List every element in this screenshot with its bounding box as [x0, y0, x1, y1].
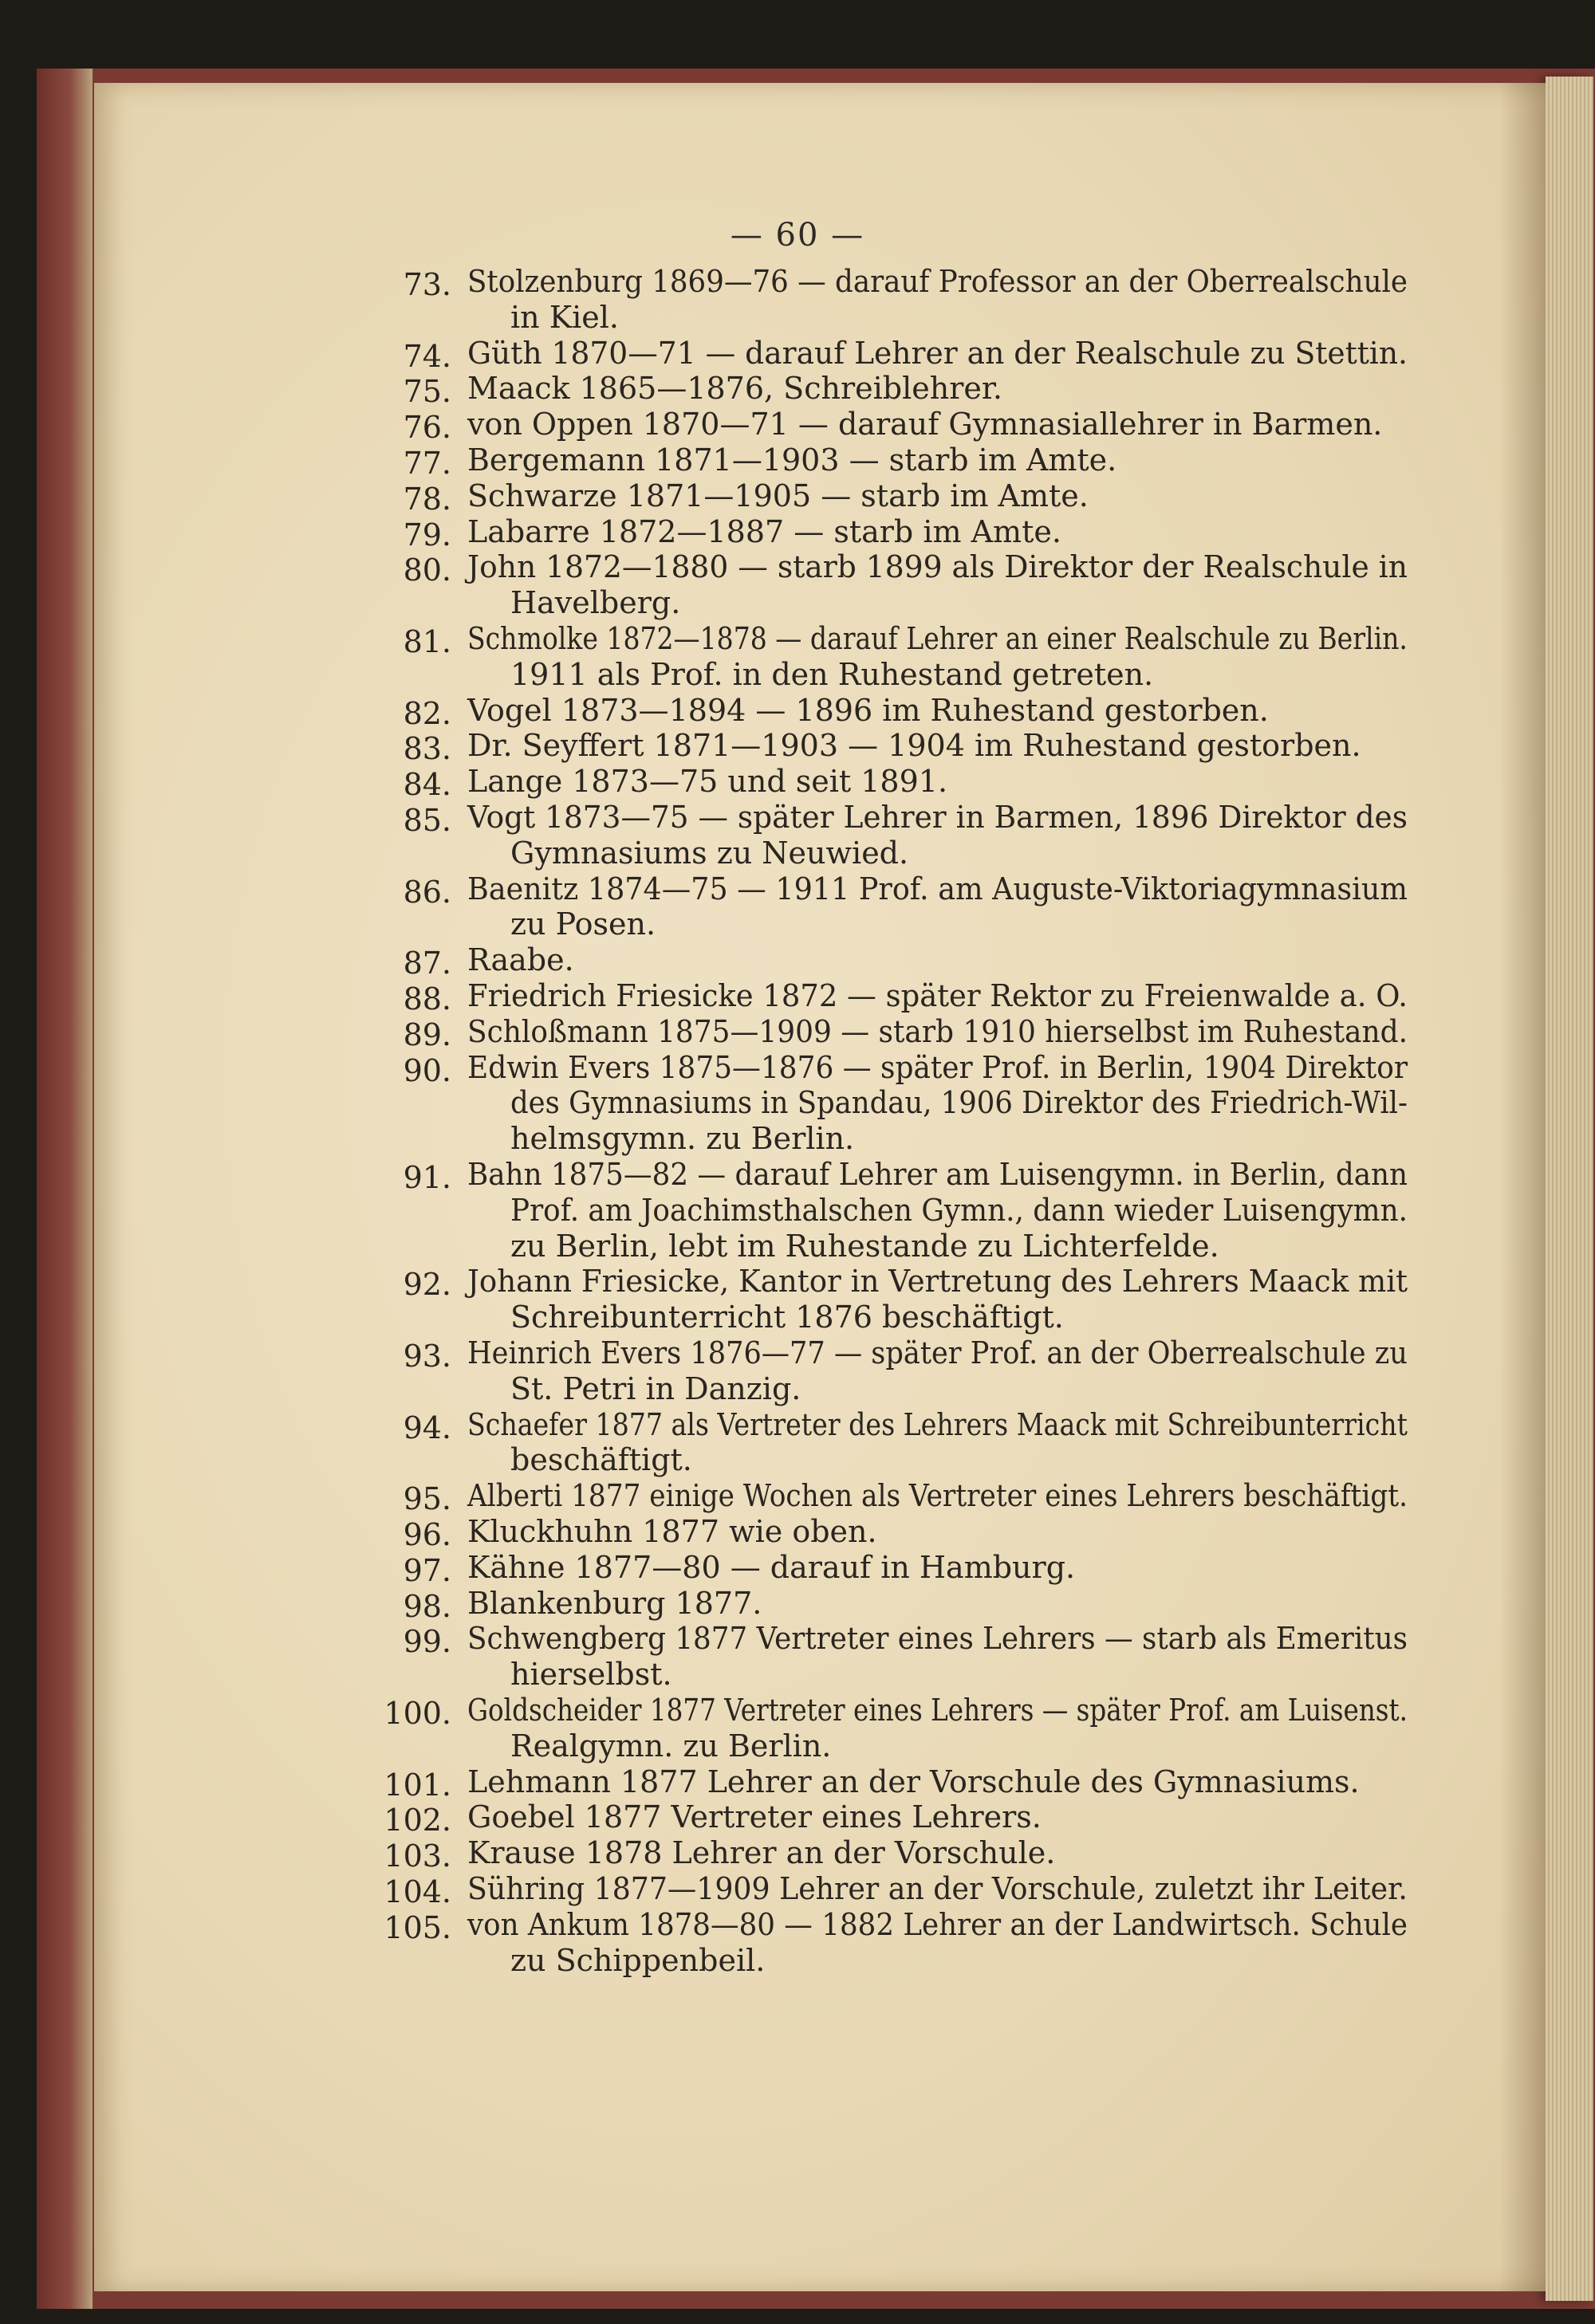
entry-text-continued: des Gymnasiums in Spandau, 1906 Direktor des Friedrich-Wil-: [510, 1085, 1408, 1121]
entry-text-continued: in Kiel.: [510, 299, 619, 335]
entry-text: John 1872—1880 — starb 1899 als Direktor der Realschule in: [467, 549, 1408, 585]
entry-text-continued: zu Berlin, lebt im Ruhestande zu Lichterfelde.: [510, 1228, 1219, 1264]
entry-text: Goldscheider 1877 Vertreter eines Lehrers — später Prof. am Luisenst.: [467, 1693, 1408, 1728]
entry-text: von Oppen 1870—71 — darauf Gymnasiallehrer in Barmen.: [467, 407, 1383, 442]
entry-text: Schloßmann 1875—1909 — starb 1910 hierselbst im Ruhestand.: [467, 1013, 1408, 1049]
entry-number: 91.: [403, 1160, 451, 1195]
entry-list: [0, 264, 1595, 2021]
entry-text: Labarre 1872—1887 — starb im Amte.: [467, 513, 1061, 549]
entry-text: Heinrich Evers 1876—77 — später Prof. an der Oberrealschule zu: [467, 1335, 1408, 1370]
entry-text: Dr. Seyffert 1871—1903 — 1904 im Ruhestand gestorben.: [467, 728, 1361, 764]
entry-text-continued: Gymnasiums zu Neuwied.: [510, 835, 909, 871]
entry-text: Krause 1878 Lehrer an der Vorschule.: [467, 1835, 1056, 1871]
entry-number: 88.: [403, 981, 451, 1017]
entry-number: 93.: [403, 1339, 451, 1374]
entry-text: Lehmann 1877 Lehrer an der Vorschule des Gymnasiums.: [467, 1764, 1360, 1799]
entry-text: Maack 1865—1876, Schreiblehrer.: [467, 371, 1002, 407]
entry-number: 104.: [384, 1874, 451, 1909]
entry-text: Schmolke 1872—1878 — darauf Lehrer an einer Realschule zu Berlin.: [467, 621, 1408, 656]
entry-text: Vogt 1873—75 — später Lehrer in Barmen, 1896 Direktor des: [467, 800, 1408, 835]
entry-text: Schwarze 1871—1905 — starb im Amte.: [467, 478, 1089, 513]
entry-text: Kähne 1877—80 — darauf in Hamburg.: [467, 1549, 1076, 1585]
entry-number: 73.: [403, 267, 451, 302]
entry-text-continued: Schreibunterricht 1876 beschäftigt.: [510, 1300, 1064, 1335]
entry-number: 90.: [403, 1052, 451, 1088]
entry-text: Alberti 1877 einige Wochen als Vertreter eines Lehrers beschäftigt.: [467, 1478, 1408, 1514]
entry-text: Schwengberg 1877 Vertreter eines Lehrers — starb als Emeritus: [467, 1621, 1408, 1657]
entry-text: Lange 1873—75 und seit 1891.: [467, 764, 948, 800]
entry-text-continued: Prof. am Joachimsthalschen Gymn., dann wieder Luisengymn.: [510, 1192, 1408, 1228]
entry-number: 97.: [403, 1552, 451, 1588]
entry-number: 76.: [403, 410, 451, 446]
entry-text-continued: Havelberg.: [510, 585, 681, 621]
entry-text-continued: helmsgymn. zu Berlin.: [510, 1121, 855, 1157]
entry-number: 86.: [403, 874, 451, 910]
page-number: — 60 —: [730, 217, 865, 254]
entry-text-continued: zu Posen.: [510, 906, 656, 942]
entry-number: 101.: [384, 1767, 451, 1803]
entry-text: Baenitz 1874—75 — 1911 Prof. am Auguste-Viktoriagymnasium: [467, 871, 1408, 906]
entry-number: 82.: [403, 695, 451, 731]
entry-text: Johann Friesicke, Kantor in Vertretung des Lehrers Maack mit: [467, 1264, 1408, 1300]
entry-number: 78.: [403, 481, 451, 517]
entry-number: 79.: [403, 517, 451, 552]
entry-number: 95.: [403, 1481, 451, 1517]
entry-text: Stolzenburg 1869—76 — darauf Professor an der Oberrealschule: [467, 264, 1408, 299]
entry-text: Vogel 1873—1894 — 1896 im Ruhestand gestorben.: [467, 692, 1269, 728]
entry-text-continued: St. Petri in Danzig.: [510, 1370, 801, 1406]
entry-number: 99.: [403, 1624, 451, 1660]
entry-number: 75.: [403, 374, 451, 410]
entry-text: Kluckhuhn 1877 wie oben.: [467, 1514, 877, 1549]
entry-number: 83.: [403, 731, 451, 767]
entry-text: Güth 1870—71 — darauf Lehrer an der Realschule zu Stettin.: [467, 335, 1408, 371]
entry-number: 102.: [384, 1803, 451, 1838]
entry-number: 89.: [403, 1017, 451, 1052]
entry-text: von Ankum 1878—80 — 1882 Lehrer an der Landwirtsch. Schule: [467, 1906, 1408, 1942]
entry-number: 98.: [403, 1588, 451, 1624]
entry-number: 74.: [403, 338, 451, 374]
entry-text: Blankenburg 1877.: [467, 1585, 762, 1621]
entry-number: 85.: [403, 803, 451, 838]
entry-text: Bergemann 1871—1903 — starb im Amte.: [467, 442, 1117, 478]
entry-number: 80.: [403, 552, 451, 588]
entry-number: 92.: [403, 1267, 451, 1303]
entry-number: 96.: [403, 1517, 451, 1552]
entry-number: 100.: [384, 1696, 451, 1731]
entry-number: 77.: [403, 446, 451, 481]
entry-text-continued: Realgymn. zu Berlin.: [510, 1728, 832, 1764]
entry-number: 84.: [403, 767, 451, 803]
entry-text-continued: 1911 als Prof. in den Ruhestand getreten.: [510, 656, 1154, 692]
entry-number: 103.: [384, 1838, 451, 1874]
entry-text: Edwin Evers 1875—1876 — später Prof. in Berlin, 1904 Direktor: [467, 1049, 1408, 1085]
entry-text: Friedrich Friesicke 1872 — später Rektor zu Freienwalde a. O.: [467, 978, 1408, 1013]
entry-text: Schaefer 1877 als Vertreter des Lehrers Maack mit Schreibunterricht: [467, 1406, 1408, 1442]
entry-number: 94.: [403, 1410, 451, 1445]
entry-text-continued: beschäftigt.: [510, 1442, 692, 1478]
entry-text-continued: zu Schippenbeil.: [510, 1942, 766, 1978]
entry-text: Raabe.: [467, 942, 574, 978]
entry-text: Goebel 1877 Vertreter eines Lehrers.: [467, 1799, 1042, 1835]
entry-text-continued: hierselbst.: [510, 1657, 672, 1693]
entry-text: Bahn 1875—82 — darauf Lehrer am Luisengymn. in Berlin, dann: [467, 1157, 1408, 1192]
entry-number: 87.: [403, 946, 451, 981]
entry-text: Sühring 1877—1909 Lehrer an der Vorschule, zuletzt ihr Leiter.: [467, 1871, 1408, 1906]
entry-number: 81.: [403, 624, 451, 659]
entry-number: 105.: [384, 1909, 451, 1945]
